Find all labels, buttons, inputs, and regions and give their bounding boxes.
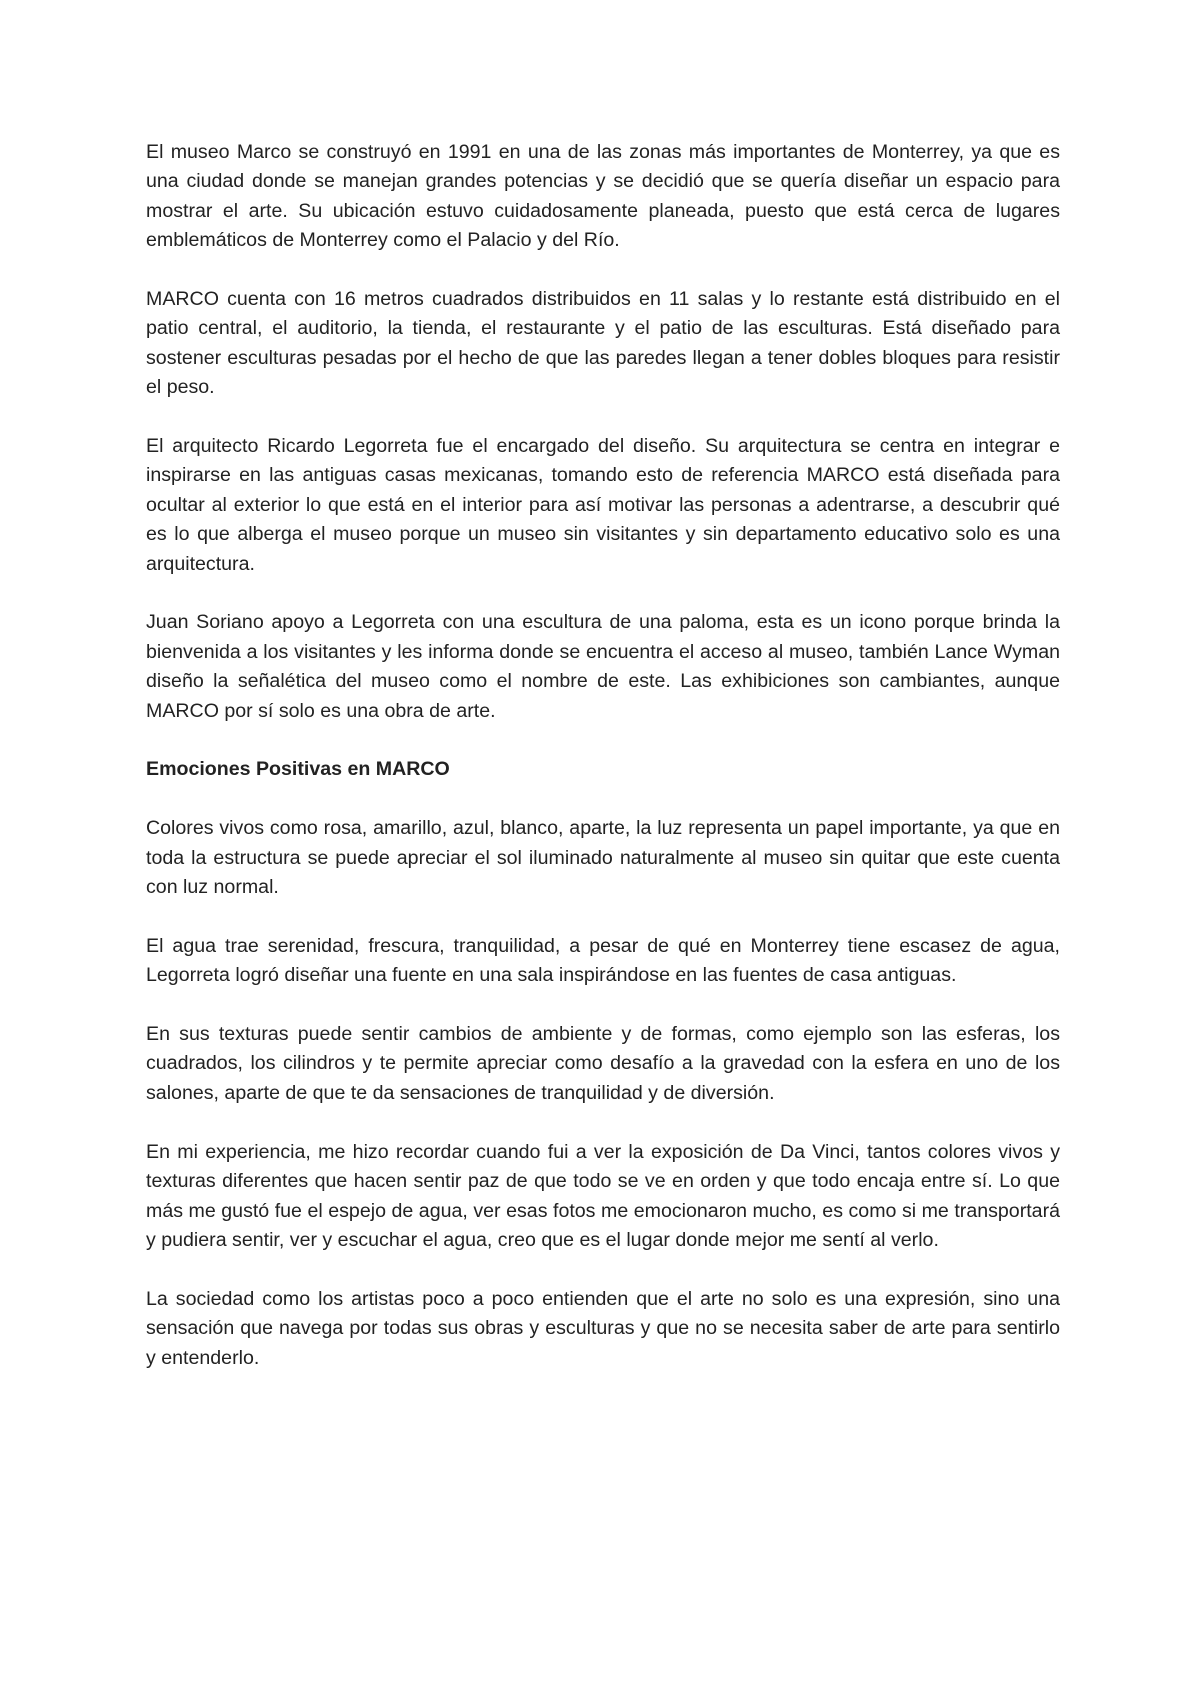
paragraph-museum-history: El museo Marco se construyó en 1991 en una de las zonas más importantes de Monterrey, ya que es una ciudad donde se manejan grandes potencias y se decidió que se quería diseñar un espacio para mostrar el arte. Su ubicación estuvo cuidadosamente planeada, puesto que está cerca de lugares emblemáticos de Monterrey como el Palacio y del Río. [146, 141, 1060, 252]
paragraph-textures: En sus texturas puede sentir cambios de ambiente y de formas, como ejemplo son las esferas, los cuadrados, los cilindros y te permite apreciar como desafío a la gravedad con la esfera en uno de los salones, aparte de que te da sensaciones de tranquilidad y de diversión. [146, 1023, 1060, 1104]
paragraph-museum-spaces: MARCO cuenta con 16 metros cuadrados distribuidos en 11 salas y lo restante está distribuido en el patio central, el auditorio, la tienda, el restaurante y el patio de las esculturas. Está diseñado para sostener esculturas pesadas por el hecho de que las paredes llegan a tener dobles bloques para resistir el peso. [146, 288, 1060, 399]
paragraph-society: La sociedad como los artistas poco a poco entienden que el arte no solo es una expresión, sino una sensación que navega por todas sus obras y esculturas y que no se necesita saber de arte para sentirlo y entenderlo. [146, 1287, 1060, 1369]
paragraph-architect: El arquitecto Ricardo Legorreta fue el encargado del diseño. Su arquitectura se centra en integrar e inspirarse en las antiguas casas mexicanas, tomando esto de referencia MARCO está diseñada para ocultar al exterior lo que está en el interior para así motivar las personas a adentrarse, a descubrir qué es lo que alberga el museo porque un museo sin visitantes y sin departamento educativo solo es una arquitectura. [146, 435, 1060, 575]
section-heading: Emociones Positivas en MARCO [146, 758, 450, 781]
paragraph-sculpture: Juan Soriano apoyo a Legorreta con una escultura de una paloma, esta es un icono porque brinda la bienvenida a los visitantes y les informa donde se encuentra el acceso al museo, también Lance Wyman diseño la señalética del museo como el nombre de este. Las exhibiciones son cambiantes, aunque MARCO por sí solo es una obra de arte. [146, 611, 1060, 722]
paragraph-experience: En mi experiencia, me hizo recordar cuando fui a ver la exposición de Da Vinci, tantos colores vivos y texturas diferentes que hacen sentir paz de que todo se ve en orden y que todo encaja entre sí. Lo que más me gustó fue el espejo de agua, ver esas fotos me emocionaron mucho, es como si me transportará y pudiera sentir, ver y escuchar el agua, creo que es el lugar donde mejor me sentí al verlo. [146, 1140, 1060, 1251]
paragraph-colors: Colores vivos como rosa, amarillo, azul, blanco, aparte, la luz representa un papel importante, ya que en toda la estructura se puede apreciar el sol iluminado naturalmente al museo sin quitar que este cuenta con luz normal. [146, 817, 1060, 899]
paragraph-water: El agua trae serenidad, frescura, tranquilidad, a pesar de qué en Monterrey tiene escasez de agua, Legorreta logró diseñar una fuente en una sala inspirándose en las fuentes de casa antiguas. [146, 934, 1060, 987]
document-body [146, 138, 1060, 1402]
